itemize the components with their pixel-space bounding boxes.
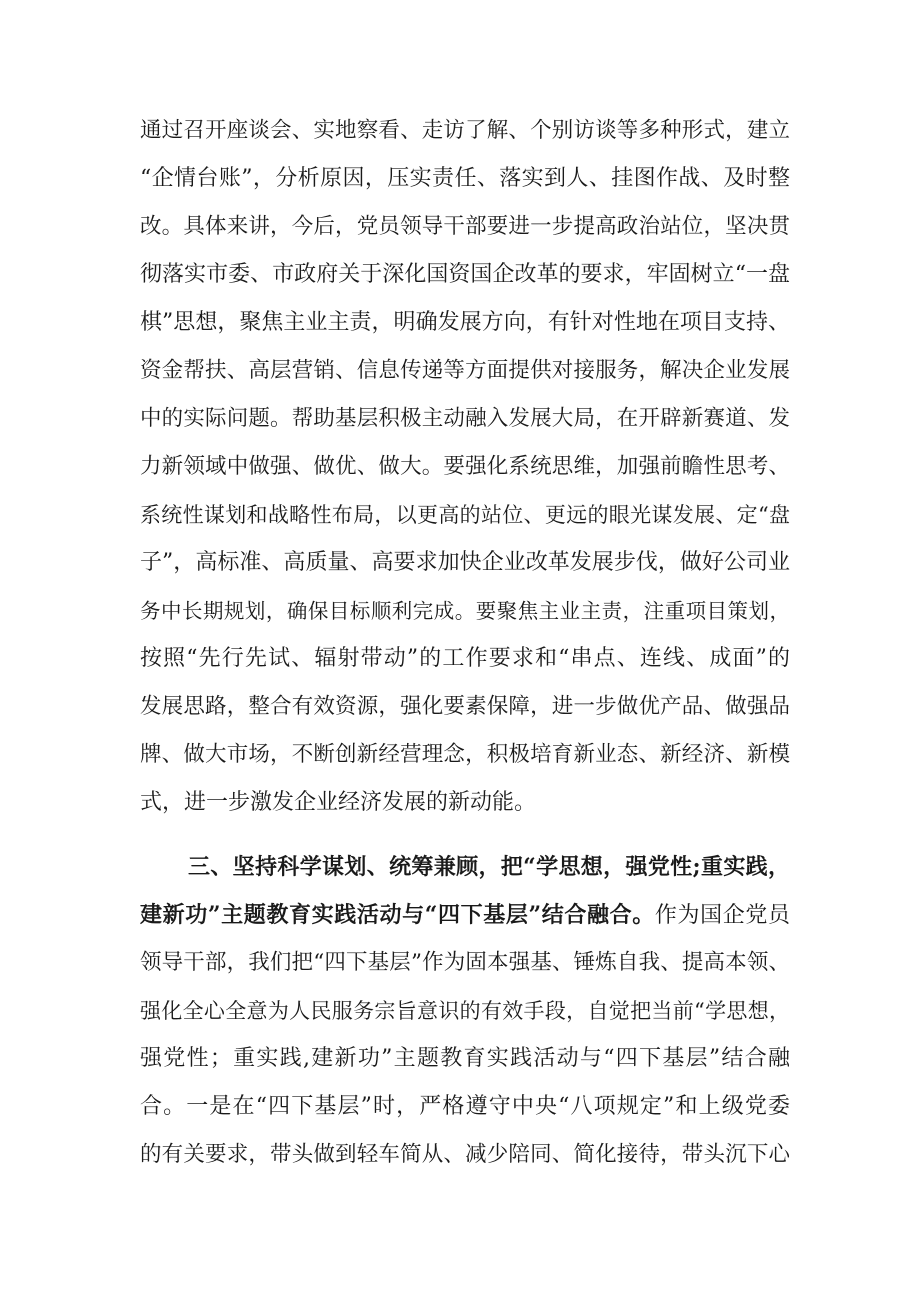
- paragraph-1-line: 发展思路，整合有效资源，强化要素保障，进一步做优产品、做强品: [140, 694, 790, 719]
- paragraph-1-line: “企情台账”，分析原因，压实责任、落实到人、挂图作战、及时整: [140, 166, 790, 191]
- paragraph-1-line: 改。具体来讲，今后，党员领导干部要进一步提高政治站位，坚决贯: [140, 214, 790, 239]
- paragraph-2-line: 合。一是在“四下基层”时，严格遵守中央“八项规定”和上级党委: [140, 1094, 790, 1119]
- paragraph-1-line: 棋”思想，聚焦主业主责，明确发展方向，有针对性地在项目支持、: [140, 310, 790, 335]
- paragraph-1-line: 彻落实市委、市政府关于深化国资国企改革的要求，牢固树立“一盘: [140, 262, 790, 287]
- paragraph-1-line: 牌、做大市场，不断创新经营理念，积极培育新业态、新经济、新模: [140, 742, 790, 767]
- paragraph-1-line: 资金帮扶、高层营销、信息传递等方面提供对接服务，解决企业发展: [140, 358, 790, 383]
- paragraph-1-line: 通过召开座谈会、实地察看、走访了解、个别访谈等多种形式，建立: [140, 118, 790, 143]
- paragraph-1-line: 按照“先行先试、辐射带动”的工作要求和“串点、连线、成面”的: [140, 646, 790, 671]
- paragraph-1-line: 务中长期规划，确保目标顺利完成。要聚焦主业主责，注重项目策划，: [140, 599, 790, 623]
- section-heading-bold-part: 建新功”主题教育实践活动与“四下基层”结合融合。: [140, 902, 655, 928]
- paragraph-2-line: 强党性；重实践,建新功”主题教育实践活动与“四下基层”结合融: [140, 1046, 790, 1071]
- paragraph-1-line: 中的实际问题。帮助基层积极主动融入发展大局，在开辟新赛道、发: [140, 406, 790, 431]
- paragraph-2-line: 的有关要求，带头做到轻车简从、减少陪同、简化接待，带头沉下心: [140, 1142, 790, 1167]
- paragraph-2-line: 强化全心全意为人民服务宗旨意识的有效手段，自觉把当前“学思想，: [140, 999, 790, 1023]
- paragraph-1-line: 子”，高标准、高质量、高要求加快企业改革发展步伐，做好公司业: [140, 550, 790, 575]
- paragraph-1-line: 力新领域中做强、做优、做大。要强化系统思维，加强前瞻性思考、: [140, 454, 790, 479]
- section-heading-rest: 作为国企党员: [654, 903, 790, 928]
- paragraph-1-line: 式，进一步激发企业经济发展的新动能。: [140, 790, 537, 815]
- section-heading: 三、坚持科学谋划、统筹兼顾，把“学思想，强党性;重实践，: [188, 854, 790, 880]
- section-heading-continued: [140, 900, 790, 931]
- paragraph-1-line: 系统性谋划和战略性布局，以更高的站位、更远的眼光谋发展、定“盘: [140, 503, 790, 527]
- paragraph-2-line: 领导干部，我们把“四下基层”作为固本强基、锤炼自我、提高本领、: [140, 950, 790, 975]
